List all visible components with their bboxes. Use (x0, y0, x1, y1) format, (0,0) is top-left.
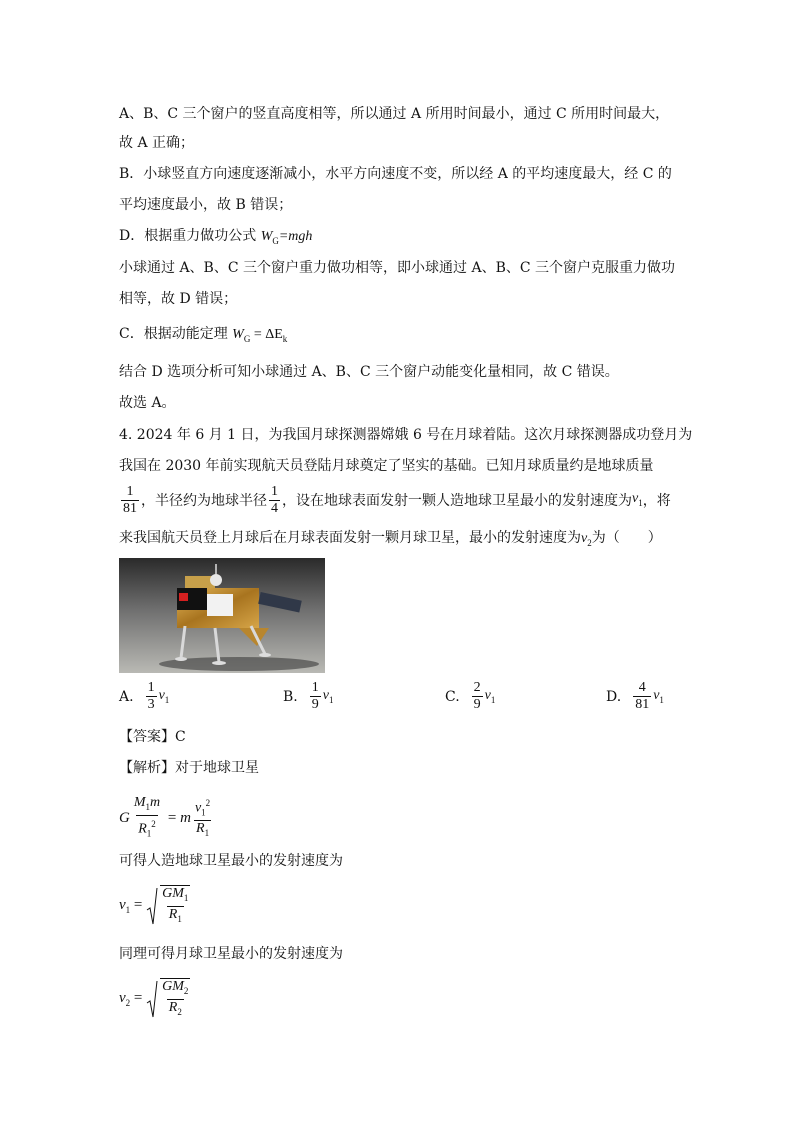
var-v1: $v_1$ (484, 688, 496, 705)
text-segment: D．根据重力做功公式 (119, 228, 257, 244)
option-a[interactable] (119, 680, 169, 713)
text-line: 平均速度最小，故 B 错误； (119, 197, 293, 213)
text-segment: ，将 (642, 492, 671, 509)
text-line: 同理可得月球卫星最小的发射速度为 (119, 946, 343, 962)
fraction-mass: $\frac{1}{81}$ (123, 484, 137, 516)
option-fraction: $\frac{1}{3}$ (147, 680, 155, 712)
var-v1: $v_1$ (632, 490, 643, 508)
var-v1: $v_1$ (322, 688, 334, 705)
text-line: A、B、C 三个窗户的竖直高度相等，所以通过 A 所用时间最小，通过 C 所用时间最大， (119, 106, 670, 122)
text-line: 我国在 2030 年前实现航天员登陆月球奠定了坚实的基础。已知月球质量约是地球质量 (119, 458, 654, 474)
text-line: 可得人造地球卫星最小的发射速度为 (119, 853, 343, 869)
option-c[interactable] (445, 680, 495, 713)
text-segment: ，设在地球表面发射一颗人造地球卫星最小的发射速度为 (282, 492, 632, 509)
text-line: 故 A 正确； (119, 135, 195, 151)
lander-photo (119, 558, 325, 673)
option-fraction: $\frac{2}{9}$ (473, 680, 481, 712)
text-segment: ，半径约为地球半径 (141, 492, 267, 509)
var-v2: $v_2$ (581, 531, 592, 548)
answer: 【答案】C (119, 729, 186, 745)
option-label: A. (119, 688, 134, 705)
option-d[interactable] (606, 680, 664, 713)
text-line: 相等，故 D 错误； (119, 291, 238, 307)
text-line (119, 484, 671, 517)
text-segment: C．根据动能定理 (119, 326, 228, 342)
text-line (119, 528, 662, 553)
text-line: 故选 A。 (119, 395, 176, 411)
formula-w: $W_G=mgh$ (260, 229, 313, 246)
text-line: 结合 D 选项分析可知小球通过 A、B、C 三个窗户动能变化量相同，故 C 错误。 (119, 364, 619, 380)
text-line (119, 226, 312, 251)
option-label: B. (283, 688, 298, 705)
option-label: D. (606, 688, 622, 705)
option-label: C. (445, 688, 460, 705)
text-line: 小球通过 A、B、C 三个窗户重力做功相等，即小球通过 A、B、C 三个窗户克服重力做功 (119, 260, 676, 276)
option-fraction: $\frac{1}{9}$ (311, 680, 319, 712)
formula-energy: $W_G = \Delta E_k$ (232, 327, 288, 344)
text-segment: 为（ ） (591, 530, 662, 546)
formula-gravity: G $\frac{M_1m}{R_1^2}$ = m $\frac{v_1^2}{R_1}$ (119, 795, 214, 841)
var-v1: $v_1$ (158, 688, 170, 705)
analysis-heading: 【解析】对于地球卫星 (119, 760, 259, 776)
var-v1: $v_1$ (653, 688, 664, 705)
text-line (119, 324, 287, 349)
text-segment: 来我国航天员登上月球后在月球表面发射一颗月球卫星，最小的发射速度为 (119, 530, 581, 546)
formula-v2: $v_2$ = $\frac{GM_2}{R_2}$ (119, 978, 192, 1020)
option-b[interactable] (283, 680, 333, 713)
fraction-radius: $\frac{1}{4}$ (271, 484, 278, 516)
formula-v1: $v_1$ = $\frac{GM_1}{R_1}$ (119, 885, 192, 927)
text-line: B．小球竖直方向速度逐渐减小，水平方向速度不变，所以经 A 的平均速度最大，经 C 的 (119, 166, 672, 182)
option-fraction: $\frac{4}{81}$ (635, 680, 650, 712)
question-stem: 4. 2024 年 6 月 1 日，为我国月球探测器嫦娥 6 号在月球着陆。这次月球探测器成功登月为 (119, 427, 693, 443)
